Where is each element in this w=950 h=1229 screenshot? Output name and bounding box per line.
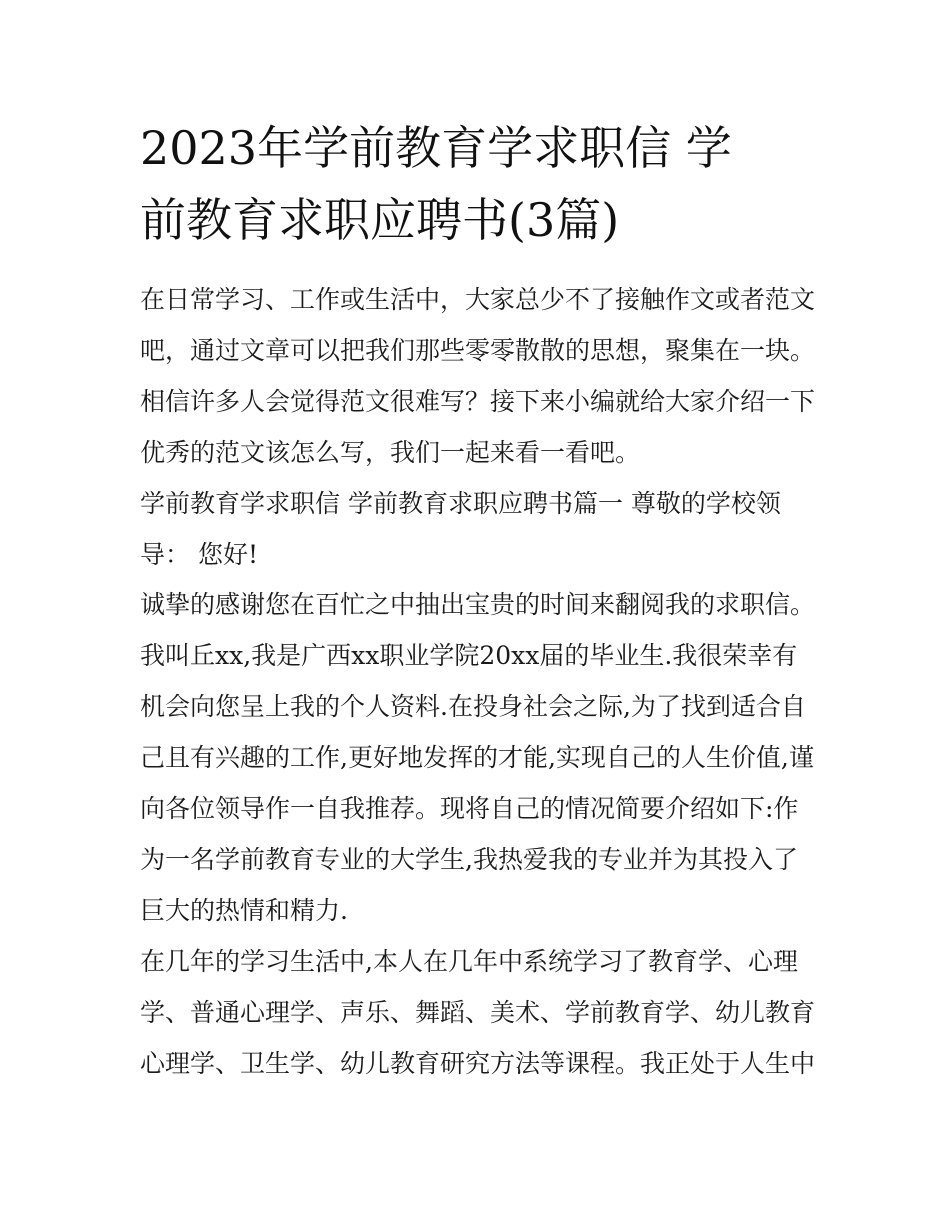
body-line: 在日常学习、工作或生活中，大家总少不了接触作文或者范文 [140,285,816,314]
body-line: 巨大的热情和精力. [140,895,348,925]
body-line: 导： 您好! [140,539,258,569]
document-title [140,112,820,256]
title-line-1: 2023年学前教育学求职信 学 [140,121,732,175]
body-line: 向各位领导作一自我推荐。现将自己的情况简要介绍如下:作 [140,794,799,824]
title-line-2: 前教育求职应聘书(3篇) [140,193,620,247]
body-line: 在几年的学习生活中,本人在几年中系统学习了教育学、心理 [140,946,798,976]
body-line: 诚挚的感谢您在百忙之中抽出宝贵的时间来翻阅我的求职信。 [140,590,816,620]
body-line: 我叫丘xx,我是广西xx职业学院20xx届的毕业生.我很荣幸有 [140,641,798,671]
body-line: 己且有兴趣的工作,更好地发挥的才能,实现自己的人生价值,谨 [140,743,814,773]
body-line: 机会向您呈上我的个人资料.在投身社会之际,为了找到适合自 [140,692,806,722]
body-line: 相信许多人会觉得范文很难写？接下来小编就给大家介绍一下 [140,386,816,416]
body-line: 吧，通过文章可以把我们那些零零散散的思想，聚集在一块。 [140,335,816,365]
document-body [140,275,820,1090]
body-line: 为一名学前教育专业的大学生,我热爱我的专业并为其投入了 [140,844,798,874]
body-line: 心理学、卫生学、幼儿教育研究方法等课程。我正处于人生中 [140,1048,816,1078]
body-line: 学、普通心理学、声乐、舞蹈、美术、学前教育学、幼儿教育 [140,997,816,1027]
body-line: 学前教育学求职信 学前教育求职应聘书篇一 尊敬的学校领 [140,488,781,518]
body-line: 优秀的范文该怎么写，我们一起来看一看吧。 [140,437,641,467]
